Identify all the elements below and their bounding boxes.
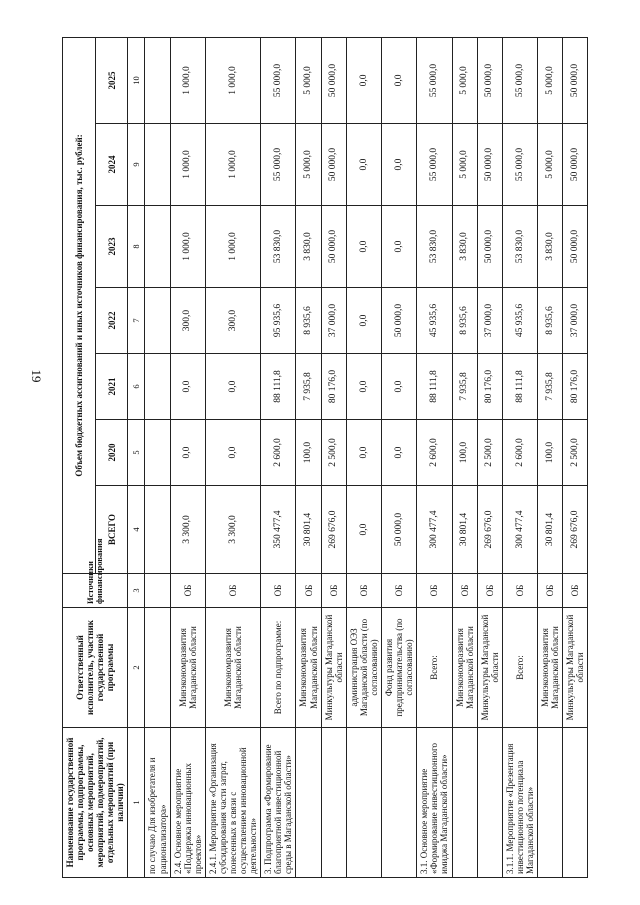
year-header: 2023 [95, 206, 128, 288]
amount-cell: 0,0 [205, 420, 260, 486]
amount-cell: 300 477,4 [502, 486, 537, 574]
year-header: 2025 [95, 37, 128, 123]
amount-cell: 5 000,0 [452, 37, 477, 123]
program-name-cell [321, 728, 346, 878]
amount-cell: 37 000,0 [563, 288, 588, 354]
amount-cell: 5 000,0 [452, 124, 477, 206]
source-cell: ОБ [205, 574, 260, 608]
amount-cell: 1 000,0 [170, 206, 205, 288]
amount-cell: 0,0 [346, 206, 381, 288]
header-source: Источники финансирования [63, 574, 128, 608]
source-cell: ОБ [170, 574, 205, 608]
executor-cell: Минэкономразвития Магаданской области [205, 608, 260, 728]
amount-cell: 1 000,0 [170, 124, 205, 206]
table-body [145, 37, 588, 877]
table-row [346, 37, 381, 877]
source-cell: ОБ [502, 574, 537, 608]
table-row [205, 37, 260, 877]
amount-cell: 3 300,0 [170, 486, 205, 574]
source-cell: ОБ [382, 574, 417, 608]
amount-cell: 5 000,0 [296, 124, 321, 206]
amount-cell: 8 935,6 [538, 288, 563, 354]
program-name-cell [452, 728, 477, 878]
amount-cell: 45 935,6 [417, 288, 452, 354]
amount-cell [145, 354, 170, 420]
amount-cell: 30 801,4 [296, 486, 321, 574]
table-row [452, 37, 477, 877]
financing-table [62, 37, 588, 878]
source-cell: ОБ [477, 574, 502, 608]
amount-cell: 2 600,0 [502, 420, 537, 486]
table-frame [62, 38, 612, 878]
amount-cell: 2 600,0 [261, 420, 296, 486]
program-name-cell: по случаю Для изобретателя и рационализатора» [145, 728, 170, 878]
executor-cell: Минэкономразвития Магаданской области [452, 608, 477, 728]
column-index: 1 [128, 728, 145, 878]
amount-cell [145, 486, 170, 574]
column-index: 9 [128, 124, 145, 206]
year-header: 2021 [95, 354, 128, 420]
table-row [382, 37, 417, 877]
amount-cell: 37 000,0 [321, 288, 346, 354]
amount-cell: 0,0 [346, 354, 381, 420]
amount-cell: 55 000,0 [261, 37, 296, 123]
table-row [261, 37, 296, 877]
amount-cell: 50 000,0 [563, 124, 588, 206]
amount-cell: 0,0 [346, 37, 381, 123]
amount-cell [145, 288, 170, 354]
amount-cell: 30 801,4 [538, 486, 563, 574]
header-executor: Ответственный исполнитель, участник государственной программы [63, 608, 128, 728]
executor-cell: Всего: [502, 608, 537, 728]
amount-cell: 50 000,0 [382, 288, 417, 354]
amount-cell: 37 000,0 [477, 288, 502, 354]
executor-cell: Минэкономразвития Магаданской области [538, 608, 563, 728]
source-cell: ОБ [346, 574, 381, 608]
amount-cell: 5 000,0 [538, 37, 563, 123]
program-name-cell [477, 728, 502, 878]
amount-cell: 300 477,4 [417, 486, 452, 574]
amount-cell: 5 000,0 [296, 37, 321, 123]
amount-cell: 3 830,0 [538, 206, 563, 288]
amount-cell: 55 000,0 [417, 37, 452, 123]
amount-cell [145, 420, 170, 486]
amount-cell: 0,0 [382, 354, 417, 420]
amount-cell: 95 935,6 [261, 288, 296, 354]
table-row [296, 37, 321, 877]
column-index: 3 [128, 574, 145, 608]
amount-cell: 0,0 [346, 420, 381, 486]
amount-cell: 53 830,0 [261, 206, 296, 288]
amount-cell: 80 176,0 [563, 354, 588, 420]
program-name-cell [296, 728, 321, 878]
amount-cell: 0,0 [346, 486, 381, 574]
amount-cell: 50 000,0 [321, 206, 346, 288]
amount-cell: 88 111,8 [417, 354, 452, 420]
amount-cell: 53 830,0 [502, 206, 537, 288]
amount-cell: 3 830,0 [452, 206, 477, 288]
table-row [145, 37, 170, 877]
amount-cell: 100,0 [538, 420, 563, 486]
amount-cell [145, 124, 170, 206]
program-name-cell [346, 728, 381, 878]
amount-cell: 300,0 [170, 288, 205, 354]
column-index: 10 [128, 37, 145, 123]
index-row [128, 37, 145, 877]
amount-cell: 55 000,0 [502, 124, 537, 206]
amount-cell: 100,0 [296, 420, 321, 486]
source-cell: ОБ [261, 574, 296, 608]
executor-cell: Минкультуры Магаданской области [477, 608, 502, 728]
program-name-cell [563, 728, 588, 878]
amount-cell: 269 676,0 [321, 486, 346, 574]
table-row [321, 37, 346, 877]
executor-cell: Всего по подпрограмме: [261, 608, 296, 728]
page-number: 19 [29, 369, 44, 383]
amount-cell [145, 37, 170, 123]
amount-cell: 2 500,0 [563, 420, 588, 486]
amount-cell: 50 000,0 [563, 37, 588, 123]
header-name: Наименование государственной программы, подпрограммы, основных мероприятий, мероприятий, подмероприятий, отдельных мероприятий (при наличии) [63, 728, 128, 878]
amount-cell: 100,0 [452, 420, 477, 486]
table-row [170, 37, 205, 877]
table-row [538, 37, 563, 877]
amount-cell: 350 477,4 [261, 486, 296, 574]
amount-cell: 50 000,0 [563, 206, 588, 288]
amount-cell: 7 935,8 [538, 354, 563, 420]
amount-cell: 88 111,8 [261, 354, 296, 420]
year-header: 2022 [95, 288, 128, 354]
source-cell: ОБ [452, 574, 477, 608]
amount-cell: 3 830,0 [296, 206, 321, 288]
year-header: 2020 [95, 420, 128, 486]
amount-cell: 3 300,0 [205, 486, 260, 574]
amount-cell: 50 000,0 [321, 124, 346, 206]
executor-cell: Всего: [417, 608, 452, 728]
column-index: 7 [128, 288, 145, 354]
amount-cell: 55 000,0 [502, 37, 537, 123]
amount-cell: 88 111,8 [502, 354, 537, 420]
amount-cell: 269 676,0 [563, 486, 588, 574]
source-cell: ОБ [563, 574, 588, 608]
amount-cell: 50 000,0 [321, 37, 346, 123]
amount-cell: 0,0 [382, 206, 417, 288]
program-name-cell: 3. Подпрограмма «Формирование благоприятной инвестиционной среды в Магаданской области» [261, 728, 296, 878]
amount-cell: 80 176,0 [477, 354, 502, 420]
column-index: 2 [128, 608, 145, 728]
amount-cell [145, 206, 170, 288]
amount-cell: 55 000,0 [417, 124, 452, 206]
amount-cell: 0,0 [346, 288, 381, 354]
amount-cell: 0,0 [346, 124, 381, 206]
amount-cell: 2 500,0 [477, 420, 502, 486]
amount-cell: 2 500,0 [321, 420, 346, 486]
column-index: 6 [128, 354, 145, 420]
amount-cell: 50 000,0 [477, 37, 502, 123]
executor-cell: Фонд развития предпринимательства (по согласованию) [382, 608, 417, 728]
executor-cell: Минкультуры Магаданской области [321, 608, 346, 728]
amount-cell: 53 830,0 [417, 206, 452, 288]
amount-cell: 300,0 [205, 288, 260, 354]
amount-cell: 45 935,6 [502, 288, 537, 354]
program-name-cell: 3.1.1. Мероприятие «Презентация инвестиционного потенциала Магаданской области» [502, 728, 537, 878]
amount-cell: 8 935,6 [452, 288, 477, 354]
amount-cell: 2 600,0 [417, 420, 452, 486]
column-index: 5 [128, 420, 145, 486]
table-row [477, 37, 502, 877]
amount-cell: 0,0 [170, 420, 205, 486]
source-cell: ОБ [538, 574, 563, 608]
source-cell: ОБ [417, 574, 452, 608]
year-header: 2024 [95, 124, 128, 206]
executor-cell: Минэкономразвития Магаданской области [170, 608, 205, 728]
year-header: ВСЕГО [95, 486, 128, 574]
table-row [502, 37, 537, 877]
table-row [563, 37, 588, 877]
amount-cell: 50 000,0 [477, 124, 502, 206]
amount-cell: 1 000,0 [205, 206, 260, 288]
amount-cell: 7 935,8 [452, 354, 477, 420]
executor-cell: Минэкономразвития Магаданской области [296, 608, 321, 728]
amount-cell: 0,0 [170, 354, 205, 420]
program-name-cell: 3.1. Основное мероприятие «Формирование инвестиционного имиджа Магаданской области» [417, 728, 452, 878]
amount-cell: 0,0 [382, 124, 417, 206]
source-cell: ОБ [296, 574, 321, 608]
amount-cell: 30 801,4 [452, 486, 477, 574]
column-index: 4 [128, 486, 145, 574]
amount-cell: 50 000,0 [477, 206, 502, 288]
source-cell: ОБ [321, 574, 346, 608]
source-cell [145, 574, 170, 608]
table-row [417, 37, 452, 877]
amount-cell: 50 000,0 [382, 486, 417, 574]
program-name-cell: 2.4. Основное мероприятие «Поддержка инновационных проектов» [170, 728, 205, 878]
amount-cell: 1 000,0 [205, 124, 260, 206]
amount-cell: 1 000,0 [205, 37, 260, 123]
executor-cell: администрация ОЭЗ Магаданской области (по согласованию) [346, 608, 381, 728]
column-index: 8 [128, 206, 145, 288]
program-name-cell: 2.4.1. Мероприятие «Организация субсидирования части затрат, понесенных в связи с осуществлением инновационной деятельности» [205, 728, 260, 878]
executor-cell: Минкультуры Магаданской области [563, 608, 588, 728]
amount-cell: 55 000,0 [261, 124, 296, 206]
executor-cell [145, 608, 170, 728]
amount-cell: 269 676,0 [477, 486, 502, 574]
amount-cell: 80 176,0 [321, 354, 346, 420]
program-name-cell [382, 728, 417, 878]
amount-cell: 0,0 [382, 420, 417, 486]
program-name-cell [538, 728, 563, 878]
amount-cell: 5 000,0 [538, 124, 563, 206]
amount-cell: 0,0 [382, 37, 417, 123]
amount-cell: 0,0 [205, 354, 260, 420]
header-volume: Объем бюджетных ассигнований и иных источников финансирования, тыс. рублей: [63, 37, 96, 573]
amount-cell: 7 935,8 [296, 354, 321, 420]
amount-cell: 8 935,6 [296, 288, 321, 354]
amount-cell: 1 000,0 [170, 37, 205, 123]
